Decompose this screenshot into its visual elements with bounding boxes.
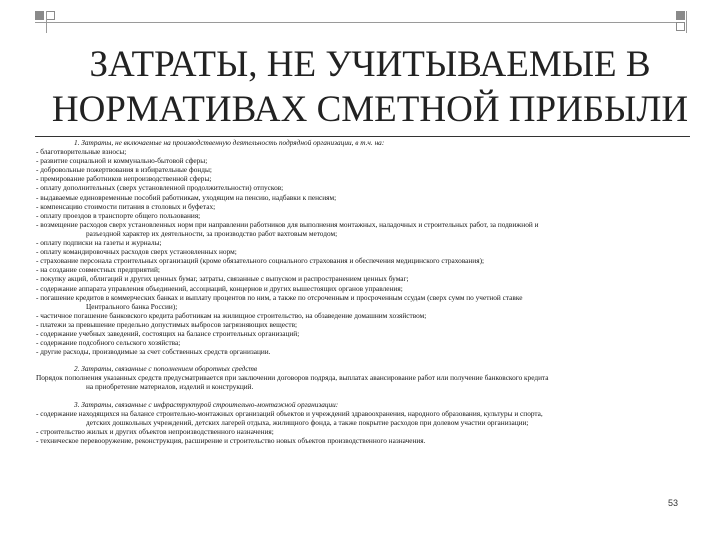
list-item: - на создание совместных предприятий; xyxy=(36,265,160,275)
left-rule xyxy=(46,11,47,33)
list-item-cont: детских дошкольных учреждений, детских лагерей отдыха, жилищного фонда, а также покрытие расходов при долевом участии организации; xyxy=(86,417,529,427)
title-line-1: ЗАТРАТЫ, НЕ УЧИТЫВАЕМЫЕ В xyxy=(89,44,651,85)
page-number: 53 xyxy=(667,498,678,508)
list-item: - компенсацию стоимости питания в столовых и буфетах; xyxy=(36,201,216,211)
list-item: - содержание подсобного сельского хозяйства; xyxy=(36,338,181,348)
corner-square-tr-2 xyxy=(676,22,685,31)
list-item: - премирование работников непроизводственной сферы; xyxy=(36,174,212,184)
list-item: - покупку акций, облигаций и других ценных бумаг, затраты, связанные с выпуском и распространением ценных бумаг; xyxy=(36,274,409,284)
corner-square-tl-2 xyxy=(46,11,55,20)
list-item: - оплату дополнительных (сверх установленной продолжительности) отпусков; xyxy=(36,183,284,193)
list-item-cont: Центрального банка России); xyxy=(86,301,178,311)
corner-square-tl xyxy=(35,11,44,20)
title-line-2: НОРМАТИВАХ СМЕТНОЙ ПРИБЫЛИ xyxy=(51,89,689,130)
section-3-heading: 3. Затраты, связанные с инфраструктурой строительно-монтажной организации: xyxy=(74,399,339,409)
list-item: - развитие социальной и коммунально-бытовой сферы; xyxy=(36,156,208,166)
list-item: - оплату проездов в транспорте общего пользования; xyxy=(36,210,201,220)
list-item: - оплату командировочных расходов сверх установленных норм; xyxy=(36,247,237,257)
section-1-heading: 1. Затраты, не включаемые на производственную деятельность подрядной организации, в т.ч. на: xyxy=(74,138,385,147)
top-rule xyxy=(35,22,676,23)
title-underline xyxy=(35,136,690,137)
list-item-cont: разъездной характер их деятельности, за производство работ вахтовым методом; xyxy=(86,228,338,238)
list-item: - добровольные пожертвования в избирательные фонды; xyxy=(36,165,212,175)
list-item: - возмещение расходов сверх установленных норм при направлении работников для выполнения монтажных, наладочных и строительных работ, за подвижной и xyxy=(36,219,539,229)
list-item: - благотворительные взносы; xyxy=(36,147,127,157)
list-item: - выдаваемые единовременные пособий работникам, уходящим на пенсию, надбавки к пенсиям; xyxy=(36,192,337,202)
list-item: - другие расходы, производимые за счет собственных средств организации. xyxy=(36,347,271,357)
right-rule xyxy=(686,11,687,33)
list-item: - строительство жилых и других объектов непроизводственного назначения; xyxy=(36,426,274,436)
list-item: - страхование персонала строительных организаций (кроме обязательного социального страхования и обеспечения медицинского страхования); xyxy=(36,256,485,266)
corner-square-tr xyxy=(676,11,685,20)
list-item: - содержание учебных заведений, состоящих на балансе строительных организаций; xyxy=(36,328,300,338)
paragraph-cont: на приобретение материалов, изделий и конструкций. xyxy=(86,382,254,392)
list-item: - платежи за превышение предельно допустимых выбросов загрязняющих веществ; xyxy=(36,319,298,329)
list-item: - погашение кредитов в коммерческих банках и выплату процентов по ним, а также по отсроченным и просроченным ссудам (сверх сумм по учетной ставке xyxy=(36,292,523,302)
paragraph: Порядок пополнения указанных средств предусматривается при заключении договоров подряда, выплатах авансирование работ или получение банковского кредита xyxy=(36,373,549,383)
body-text xyxy=(36,138,696,445)
list-item: - содержание находящихся на балансе строительно-монтажных организаций объектов и учреждений здравоохранения, народного образования, культуры и спорта, xyxy=(36,408,543,418)
list-item: - техническое перевооружение, реконструкция, расширение и строительство новых объектов производственного назначения. xyxy=(36,435,426,445)
page-title xyxy=(50,42,690,132)
list-item: - оплату подписки на газеты и журналы; xyxy=(36,238,162,248)
section-2-heading: 2. Затраты, связанные с пополнением оборотных средств xyxy=(74,364,258,374)
list-item: - содержание аппарата управления объединений, ассоциаций, концернов и других вышестоящих органов управления; xyxy=(36,283,403,293)
list-item: - частичное погашение банковского кредита работникам на жилищное строительство, на обзаведение домашним хозяйством; xyxy=(36,310,427,320)
